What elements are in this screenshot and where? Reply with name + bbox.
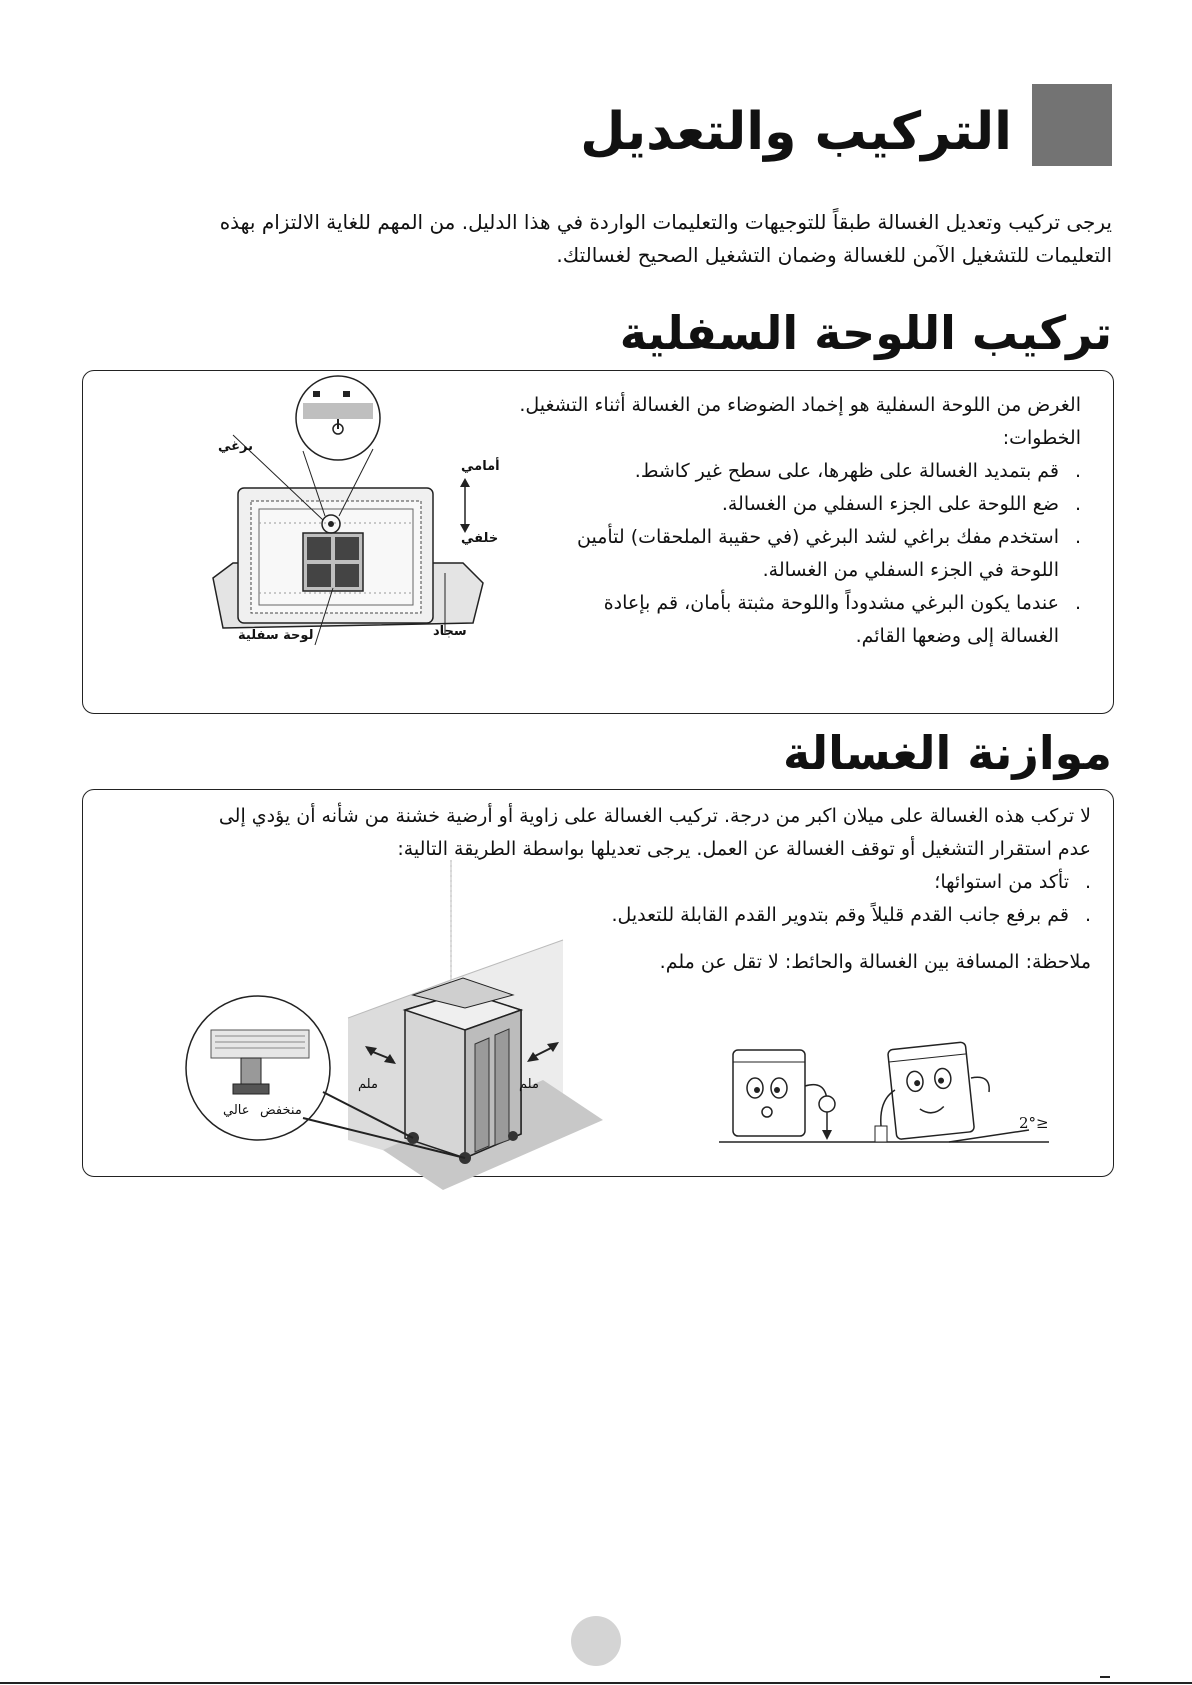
page-title: التركيب والتعديل xyxy=(580,102,1012,162)
level-step-2-text: قم برفع جانب القدم قليلاً وقم بتدوير القدم القابلة للتعديل. xyxy=(611,904,1069,926)
bottom-plate-text xyxy=(461,389,1081,653)
footer-rule xyxy=(0,1682,1192,1684)
purpose-text: الغرض من اللوحة السفلية هو إخماد الضوضاء من الغسالة أثناء التشغيل. xyxy=(519,394,1081,416)
step-3-text: استخدم مفك براغي لشد البرغي (في حقيبة الملحقات) لتأمين xyxy=(577,526,1059,548)
bullet: . xyxy=(1074,526,1081,548)
step-2-text: ضع اللوحة على الجزء السفلي من الغسالة. xyxy=(721,493,1059,515)
step-item xyxy=(461,521,1081,587)
title-decoration-block xyxy=(1032,84,1112,166)
bullet: . xyxy=(1074,460,1081,482)
page-number-circle xyxy=(571,1616,621,1666)
bottom-plate-box xyxy=(82,370,1114,714)
tilt-angle-label: ≤2° xyxy=(1019,1114,1049,1132)
section-heading-leveling: موازنة الغسالة xyxy=(782,726,1112,780)
bottom-plate-label: لوحة سفلية xyxy=(238,628,314,643)
step-item xyxy=(461,455,1081,488)
level-step-1-text: تأكد من استوائها؛ xyxy=(934,871,1069,893)
mm-label-right: ملم xyxy=(519,1077,539,1092)
front-label: أمامي xyxy=(461,459,500,474)
intro-paragraph xyxy=(212,206,1112,272)
high-label: عالي xyxy=(223,1103,250,1118)
cartoon-washers-figure xyxy=(719,1030,1059,1150)
steps-label: الخطوات: xyxy=(1002,427,1081,449)
step-4-text-cont: الغسالة إلى وضعها القائم. xyxy=(855,625,1059,647)
step-1-text: قم بتمديد الغسالة على ظهرها، على سطح غير كاشط. xyxy=(634,460,1059,482)
step-3-text-cont: اللوحة في الجزء السفلي من الغسالة. xyxy=(762,559,1059,581)
carpet-label: سجاد xyxy=(433,624,467,639)
step-item xyxy=(461,488,1081,521)
screw-label: برغي xyxy=(218,439,254,454)
step-4-text: عندما يكون البرغي مشدوداً واللوحة مثبتة بأمان، قم بإعادة xyxy=(603,592,1059,614)
section-heading-bottom-plate: تركيب اللوحة السفلية xyxy=(619,306,1112,360)
low-label: منخفض xyxy=(260,1103,302,1118)
washer-wall-figure xyxy=(183,860,703,1170)
intro-line-1: يرجى تركيب وتعديل الغسالة طبقاً للتوجيهات والتعليمات الواردة في هذا الدليل. من المهم للغاية الالتزام بهذه xyxy=(219,210,1112,234)
leveling-line-1: لا تركب هذه الغسالة على ميلان اكبر من درجة. تركيب الغسالة على زاوية أو أرضية خشنة من شأنه أن يؤدي إلى xyxy=(218,805,1091,827)
leveling-line-2: عدم استقرار التشغيل أو توقف الغسالة عن العمل. يرجى تعديلها بواسطة الطريقة التالية: xyxy=(397,838,1091,860)
leveling-box xyxy=(82,789,1114,1177)
bullet: . xyxy=(1084,871,1091,893)
mm-label-left: ملم xyxy=(358,1077,378,1092)
footer-tick xyxy=(1100,1676,1110,1678)
bullet: . xyxy=(1074,592,1081,614)
back-label: خلفي xyxy=(461,531,499,546)
bullet: . xyxy=(1084,904,1091,926)
distance-note: ملاحظة: المسافة بين الغسالة والحائط: لا تقل عن ملم. xyxy=(659,951,1091,973)
intro-line-2: التعليمات للتشغيل الآمن للغسالة وضمان التشغيل الصحيح لغسالتك. xyxy=(556,243,1112,267)
leveling-text xyxy=(151,800,1091,866)
step-item xyxy=(461,587,1081,653)
bullet: . xyxy=(1074,493,1081,515)
